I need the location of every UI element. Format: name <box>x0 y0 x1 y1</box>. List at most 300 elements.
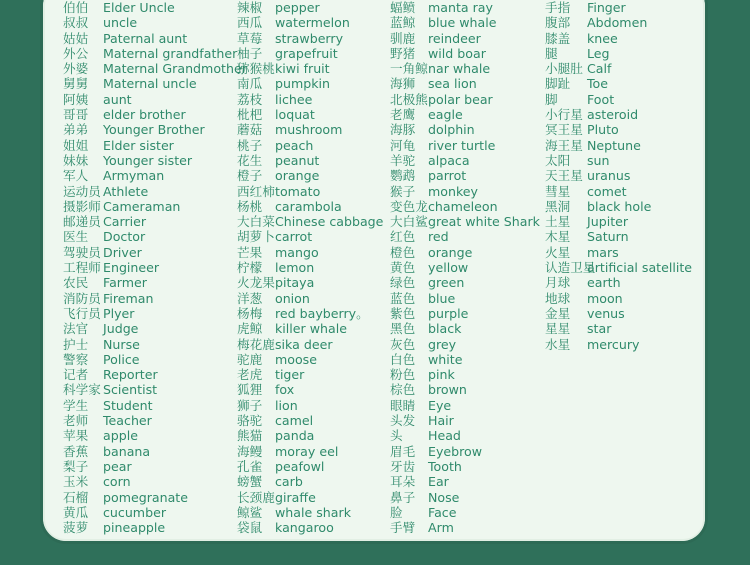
english-word: pear <box>103 458 132 474</box>
english-word: Face <box>428 504 457 520</box>
english-word: watermelon <box>275 15 350 31</box>
english-word: moray eel <box>275 443 339 459</box>
vocab-entry <box>63 168 165 184</box>
english-word: Finger <box>587 0 626 15</box>
chinese-word: 黑洞 <box>545 198 571 214</box>
english-word: Student <box>103 397 153 413</box>
english-word: uncle <box>103 15 138 31</box>
english-word: Chinese cabbage <box>275 214 384 230</box>
chinese-word: 火龙果 <box>237 275 275 291</box>
vocab-entry <box>63 61 247 77</box>
chinese-word: 杨桃 <box>237 198 263 214</box>
vocab-column-4 <box>545 0 693 352</box>
english-word: mars <box>587 244 619 260</box>
vocab-entry <box>237 0 320 15</box>
vocab-entry <box>63 76 197 92</box>
english-word: wild boar <box>428 45 486 61</box>
chinese-word: 地球 <box>545 290 571 306</box>
chinese-word: 蝠鲼 <box>390 0 416 15</box>
chinese-word: 鹦鹉 <box>390 168 416 184</box>
vocab-entry <box>545 290 623 306</box>
chinese-word: 小腿肚 <box>545 61 583 77</box>
vocab-entry <box>63 305 135 321</box>
vocab-entry <box>237 15 350 31</box>
vocab-entry <box>545 198 652 214</box>
chinese-word: 南瓜 <box>237 76 263 92</box>
english-word: Armyman <box>103 168 165 184</box>
chinese-word: 蘑菇 <box>237 122 263 138</box>
chinese-word: 记者 <box>63 367 89 383</box>
english-word: peanut <box>275 152 320 168</box>
english-word: nar whale <box>428 61 491 77</box>
english-word: red <box>428 229 449 245</box>
chinese-word: 认造卫星 <box>545 260 596 276</box>
chinese-word: 北极熊 <box>390 91 428 107</box>
english-word: eagle <box>428 107 463 123</box>
chinese-word: 孔雀 <box>237 458 263 474</box>
chinese-word: 辣椒 <box>237 0 263 15</box>
vocab-entry <box>545 15 648 31</box>
english-word: pepper <box>275 0 320 15</box>
english-word: pitaya <box>275 275 315 291</box>
vocab-entry <box>63 229 146 245</box>
english-word: Plyer <box>103 305 135 321</box>
vocab-entry <box>390 520 454 536</box>
english-word: sika deer <box>275 336 333 352</box>
chinese-word: 熊猫 <box>237 428 263 444</box>
chinese-word: 海鳗 <box>237 443 263 459</box>
chinese-word: 一角鲸 <box>390 61 428 77</box>
chinese-word: 蓝色 <box>390 290 416 306</box>
english-word: pineapple <box>103 520 166 536</box>
english-word: mushroom <box>275 122 343 138</box>
chinese-word: 脚趾 <box>545 76 571 92</box>
vocab-entry <box>390 0 493 15</box>
chinese-word: 粉色 <box>390 367 416 383</box>
vocabulary-card <box>40 0 708 544</box>
english-word: Ear <box>428 474 449 490</box>
english-word: monkey <box>428 183 478 199</box>
chinese-word: 外公 <box>63 45 89 61</box>
vocab-entry <box>545 244 619 260</box>
chinese-word: 姑姑 <box>63 30 89 46</box>
english-word: blue <box>428 290 456 306</box>
chinese-word: 变色龙 <box>390 198 428 214</box>
chinese-word: 西瓜 <box>237 15 263 31</box>
english-word: loquat <box>275 107 315 123</box>
chinese-word: 水星 <box>545 336 571 352</box>
chinese-word: 冥王星 <box>545 122 583 138</box>
chinese-word: 黄色 <box>390 260 416 276</box>
vocab-entry <box>237 367 305 383</box>
vocab-entry <box>63 504 166 520</box>
english-word: blue whale <box>428 15 497 31</box>
chinese-word: 脸 <box>390 504 403 520</box>
english-word: venus <box>587 305 625 321</box>
chinese-word: 弟弟 <box>63 122 89 138</box>
english-word: grapefruit <box>275 45 338 61</box>
english-word: mango <box>275 244 319 260</box>
vocab-entry <box>390 244 473 260</box>
english-word: fox <box>275 382 295 398</box>
chinese-word: 学生 <box>63 397 89 413</box>
vocab-entry <box>545 152 610 168</box>
vocab-entry <box>390 367 455 383</box>
chinese-word: 医生 <box>63 229 89 245</box>
chinese-word: 洋葱 <box>237 290 263 306</box>
vocab-entry <box>390 489 460 505</box>
english-word: grey <box>428 336 457 352</box>
vocab-entry <box>237 351 317 367</box>
chinese-word: 老鹰 <box>390 107 416 123</box>
vocab-entry <box>63 122 205 138</box>
vocab-column-2 <box>237 0 384 536</box>
english-word: Cameraman <box>103 198 181 214</box>
chinese-word: 螃蟹 <box>237 474 263 490</box>
vocab-entry <box>390 122 475 138</box>
english-word: pumpkin <box>275 76 331 92</box>
english-word: white <box>428 351 463 367</box>
vocab-entry <box>63 0 175 15</box>
english-word: mercury <box>587 336 640 352</box>
chinese-word: 火星 <box>545 244 571 260</box>
english-word: Carrier <box>103 214 147 230</box>
vocab-entry <box>545 275 621 291</box>
english-word: Arm <box>428 520 454 536</box>
vocab-entry <box>63 198 181 214</box>
vocab-entry <box>237 305 369 321</box>
chinese-word: 海豚 <box>390 122 416 138</box>
vocab-entry <box>63 91 132 107</box>
vocab-entry <box>390 458 462 474</box>
english-word: Maternal uncle <box>103 76 197 92</box>
english-word: banana <box>103 443 151 459</box>
vocab-entry <box>63 443 151 459</box>
vocab-entry <box>390 474 449 490</box>
chinese-word: 石榴 <box>63 489 89 505</box>
vocab-entry <box>545 321 612 337</box>
vocab-entry <box>545 183 627 199</box>
vocab-entry <box>390 413 454 429</box>
vocab-entry <box>237 275 315 291</box>
vocab-entry <box>237 122 343 138</box>
vocab-entry <box>237 76 331 92</box>
vocab-entry <box>545 30 618 46</box>
english-word: sun <box>587 152 610 168</box>
chinese-word: 芒果 <box>237 244 263 260</box>
chinese-word: 驾驶员 <box>63 244 101 260</box>
chinese-word: 耳朵 <box>390 474 416 490</box>
chinese-word: 杨梅 <box>237 305 263 321</box>
vocab-entry <box>237 489 316 505</box>
vocab-entry <box>390 15 497 31</box>
vocab-entry <box>545 0 626 15</box>
english-word: Saturn <box>587 229 629 245</box>
english-word: purple <box>428 305 469 321</box>
english-word: sea lion <box>428 76 477 92</box>
chinese-word: 梨子 <box>63 458 89 474</box>
vocab-entry <box>63 382 158 398</box>
english-word: Calf <box>587 61 612 77</box>
vocab-entry <box>390 321 462 337</box>
english-word: Hair <box>428 413 454 429</box>
chinese-word: 法官 <box>63 321 89 337</box>
vocab-entry <box>237 229 313 245</box>
english-word: peafowl <box>275 458 325 474</box>
vocab-entry <box>545 122 619 138</box>
english-word: Foot <box>587 91 615 107</box>
chinese-word: 菠萝 <box>63 520 89 536</box>
vocab-entry <box>390 183 478 199</box>
vocab-entry <box>390 351 463 367</box>
english-word: camel <box>275 413 314 429</box>
chinese-word: 橙色 <box>390 244 416 260</box>
vocab-entry <box>63 458 132 474</box>
vocab-entry <box>237 443 339 459</box>
english-word: Police <box>103 351 140 367</box>
chinese-word: 紫色 <box>390 305 416 321</box>
english-word: lichee <box>275 91 313 107</box>
vocab-entry <box>390 382 467 398</box>
vocab-entry <box>237 61 330 77</box>
chinese-word: 哥哥 <box>63 107 89 123</box>
chinese-word: 手臂 <box>390 520 416 536</box>
english-word: Jupiter <box>587 214 629 230</box>
vocab-entry <box>237 321 347 337</box>
chinese-word: 彗星 <box>545 183 571 199</box>
english-word: lemon <box>275 260 315 276</box>
chinese-word: 木星 <box>545 229 571 245</box>
english-word: moon <box>587 290 623 306</box>
chinese-word: 猕猴桃 <box>237 61 275 77</box>
vocab-entry <box>390 275 465 291</box>
chinese-word: 蓝鲸 <box>390 15 416 31</box>
chinese-word: 枇杷 <box>237 107 263 123</box>
english-word: reindeer <box>428 30 481 46</box>
chinese-word: 脚 <box>545 91 558 107</box>
english-word: tomato <box>275 183 321 199</box>
chinese-word: 月球 <box>545 275 571 291</box>
english-word: carb <box>275 474 303 490</box>
chinese-word: 大白鲨 <box>390 214 428 230</box>
chinese-word: 小行星 <box>545 107 583 123</box>
english-word: Teacher <box>103 413 152 429</box>
english-word: polar bear <box>428 91 493 107</box>
chinese-word: 金星 <box>545 305 571 321</box>
english-word: Doctor <box>103 229 146 245</box>
vocab-entry <box>63 275 147 291</box>
chinese-word: 黑色 <box>390 321 416 337</box>
chinese-word: 头发 <box>390 413 416 429</box>
vocab-entry <box>237 382 295 398</box>
english-word: Nurse <box>103 336 140 352</box>
english-word: carrot <box>275 229 313 245</box>
chinese-word: 柠檬 <box>237 260 263 276</box>
vocab-entry <box>237 198 342 214</box>
english-word: apple <box>103 428 138 444</box>
english-word: Pluto <box>587 122 619 138</box>
chinese-word: 羊驼 <box>390 152 416 168</box>
vocab-column-3 <box>390 0 540 536</box>
english-word: Tooth <box>428 458 462 474</box>
chinese-word: 海王星 <box>545 137 583 153</box>
vocab-entry <box>63 214 147 230</box>
chinese-word: 科学家 <box>63 382 101 398</box>
vocab-entry <box>390 61 491 77</box>
chinese-word: 鲸鲨 <box>237 504 263 520</box>
chinese-word: 工程师 <box>63 260 101 276</box>
chinese-word: 荔枝 <box>237 91 263 107</box>
vocab-entry <box>237 260 315 276</box>
chinese-word: 伯伯 <box>63 0 89 15</box>
vocab-entry <box>237 428 315 444</box>
english-word: knee <box>587 30 618 46</box>
chinese-word: 狐狸 <box>237 382 263 398</box>
english-word: whale shark <box>275 504 351 520</box>
vocab-entry <box>390 290 456 306</box>
vocab-entry <box>545 61 612 77</box>
english-word: comet <box>587 183 627 199</box>
vocab-entry <box>545 260 693 276</box>
chinese-word: 袋鼠 <box>237 520 263 536</box>
vocab-entry <box>545 168 631 184</box>
vocab-entry <box>63 367 158 383</box>
vocab-entry <box>63 183 149 199</box>
vocab-entry <box>390 91 493 107</box>
vocab-entry <box>63 321 139 337</box>
english-word: lion <box>275 397 298 413</box>
chinese-word: 鼻子 <box>390 489 416 505</box>
chinese-word: 邮递员 <box>63 214 101 230</box>
vocab-entry <box>545 229 629 245</box>
english-word: green <box>428 275 465 291</box>
vocab-entry <box>237 336 333 352</box>
english-word: chameleon <box>428 198 498 214</box>
vocab-entry <box>390 504 457 520</box>
chinese-word: 舅舅 <box>63 76 89 92</box>
vocab-entry <box>63 107 186 123</box>
english-word: Neptune <box>587 137 641 153</box>
chinese-word: 牙齿 <box>390 458 416 474</box>
vocab-entry <box>237 152 320 168</box>
english-word: uranus <box>587 168 631 184</box>
vocab-entry <box>545 214 629 230</box>
vocab-entry <box>390 137 496 153</box>
vocab-entry <box>237 107 315 123</box>
chinese-word: 护士 <box>63 336 89 352</box>
chinese-word: 河龟 <box>390 137 416 153</box>
english-word: Leg <box>587 45 610 61</box>
chinese-word: 姐姐 <box>63 137 89 153</box>
vocab-entry <box>237 520 334 536</box>
chinese-word: 梅花鹿 <box>237 336 275 352</box>
vocab-entry <box>63 244 142 260</box>
vocab-entry <box>63 351 140 367</box>
vocab-entry <box>545 91 615 107</box>
chinese-word: 长颈鹿 <box>237 489 275 505</box>
vocab-entry <box>390 229 449 245</box>
vocab-entry <box>237 244 319 260</box>
english-word: Judge <box>103 321 139 337</box>
vocab-entry <box>390 336 457 352</box>
chinese-word: 膝盖 <box>545 30 571 46</box>
english-word: alpaca <box>428 152 470 168</box>
vocab-entry <box>390 428 461 444</box>
vocab-entry <box>63 152 193 168</box>
english-word: parrot <box>428 168 467 184</box>
english-word: tiger <box>275 367 305 383</box>
english-word: orange <box>275 168 320 184</box>
vocab-entry <box>237 214 384 230</box>
vocab-entry <box>237 45 338 61</box>
english-word: Farmer <box>103 275 147 291</box>
english-word: asteroid <box>587 107 639 123</box>
english-word: Reporter <box>103 367 158 383</box>
vocab-entry <box>63 397 153 413</box>
english-word: earth <box>587 275 621 291</box>
chinese-word: 花生 <box>237 152 263 168</box>
vocab-entry <box>237 290 310 306</box>
vocab-entry <box>390 152 470 168</box>
english-word: Engineer <box>103 260 160 276</box>
english-word: Maternal grandfather <box>103 45 238 61</box>
english-word: Paternal aunt <box>103 30 188 46</box>
english-word: onion <box>275 290 310 306</box>
vocab-entry <box>237 168 320 184</box>
vocab-entry <box>237 504 351 520</box>
vocab-entry <box>390 107 463 123</box>
vocab-entry <box>237 30 344 46</box>
english-word: black hole <box>587 198 652 214</box>
chinese-word: 狮子 <box>237 397 263 413</box>
english-word: Elder Uncle <box>103 0 175 15</box>
chinese-word: 头 <box>390 428 403 444</box>
chinese-word: 香蕉 <box>63 443 89 459</box>
chinese-word: 胡萝卜 <box>237 229 275 245</box>
chinese-word: 腹部 <box>545 15 571 31</box>
vocab-entry <box>390 214 540 230</box>
english-word: elder brother <box>103 107 186 123</box>
chinese-word: 阿姨 <box>63 91 89 107</box>
vocab-entry <box>63 413 152 429</box>
english-word: carambola <box>275 198 342 214</box>
chinese-word: 橙子 <box>237 168 263 184</box>
vocab-entry <box>237 474 303 490</box>
english-word: aunt <box>103 91 132 107</box>
chinese-word: 海狮 <box>390 76 416 92</box>
english-word: Head <box>428 428 461 444</box>
chinese-word: 骆驼 <box>237 413 263 429</box>
chinese-word: 星星 <box>545 321 571 337</box>
vocab-entry <box>63 137 174 153</box>
vocab-entry <box>63 30 188 46</box>
chinese-word: 灰色 <box>390 336 416 352</box>
vocab-entry <box>237 183 321 199</box>
vocab-entry <box>63 336 140 352</box>
chinese-word: 野猪 <box>390 45 416 61</box>
vocab-entry <box>390 397 452 413</box>
vocab-entry <box>237 458 325 474</box>
vocab-entry <box>237 137 314 153</box>
chinese-word: 绿色 <box>390 275 416 291</box>
vocab-entry <box>63 474 131 490</box>
vocab-entry <box>390 168 467 184</box>
english-word: kangaroo <box>275 520 334 536</box>
vocab-entry <box>545 76 609 92</box>
vocab-entry <box>237 91 313 107</box>
vocab-entry <box>390 443 483 459</box>
vocab-entry <box>390 30 481 46</box>
